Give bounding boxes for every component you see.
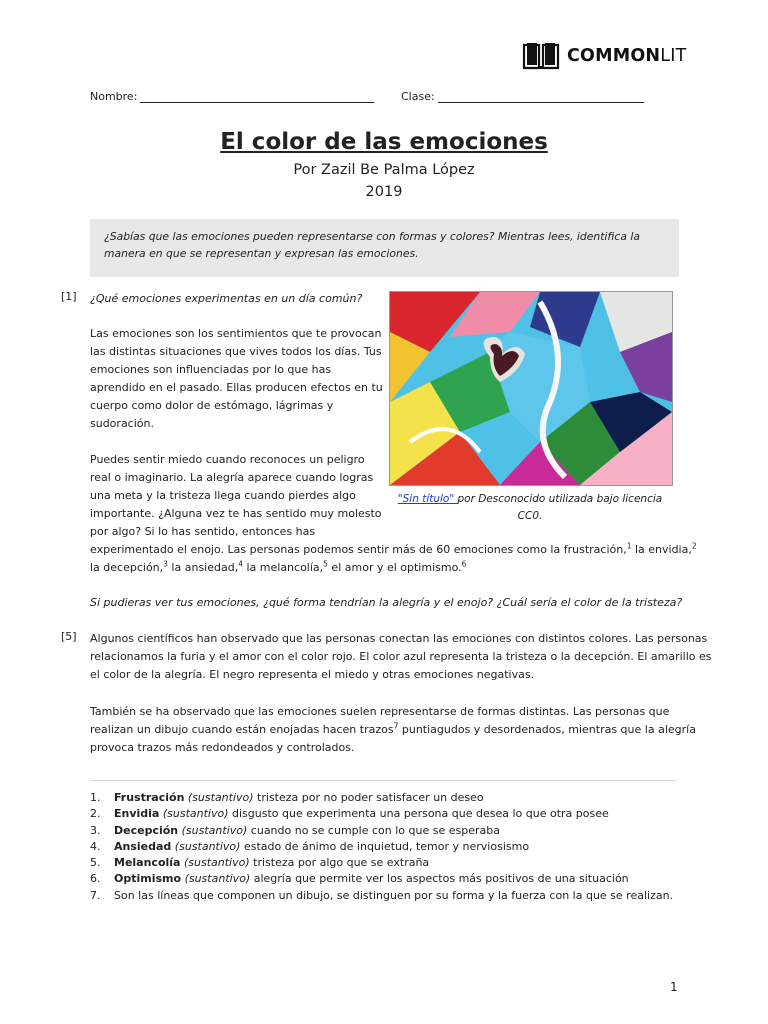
name-label: Nombre: bbox=[90, 90, 138, 103]
footnotes-divider bbox=[90, 780, 677, 781]
name-blank-line[interactable] bbox=[140, 90, 374, 103]
abstract-painting-image bbox=[389, 291, 673, 486]
publication-year: 2019 bbox=[365, 184, 403, 200]
class-label: Clase: bbox=[401, 90, 435, 103]
paragraph-marker-1: [1] bbox=[61, 290, 77, 303]
footnote-list bbox=[90, 790, 690, 904]
footnote-item: 7. Son las líneas que componen un dibujo, se distinguen por su forma y la fuerza con la que se realizan. bbox=[90, 888, 674, 902]
paragraph-6: También se ha observado que las emociones suelen representarse de formas distintas. Las personas que realizan un dibujo cuando están enojadas hacen trazos$^7$ puntiagudos y desordenados, mientras que la alegría provoca trazos más redondeados y controlados. bbox=[90, 705, 696, 754]
page-number: 1 bbox=[670, 980, 678, 994]
paragraph-marker-5: [5] bbox=[61, 630, 77, 643]
footnote-item: 6. Optimismo (sustantivo) alegría que permite ver los aspectos más positivos de una situación bbox=[90, 872, 629, 886]
paragraph-1: Las emociones son los sentimientos que te provocan las distintas situaciones que vives todos los días. Tus emociones son influenciadas por lo que has aprendido en el pasado. Ellas producen efectos en tu cuerpo como dolor de estómago, lágrimas y sudoración. bbox=[90, 327, 383, 430]
footnote-ref-1[interactable]: 1 bbox=[626, 541, 632, 551]
class-blank-line[interactable] bbox=[438, 90, 644, 103]
brand-name: COMMONLIT bbox=[567, 46, 687, 66]
opening-question: ¿Qué emociones experimentas en un día común? bbox=[90, 292, 363, 305]
paragraph-2: Puedes sentir miedo cuando reconoces un peligro real o imaginario. La alegría aparece cuando logras una meta y la tristeza llega cuando pierdes algo importante. ¿Alguna vez te has sentido muy molesto por algo? Si lo has sentido, entonces has experimentado el enojo. Las personas podemos sentir más de 60 emociones como la frustración,$^1$ la envidia,$^2$ la decepción,$^3$ la ansiedad,$^4$ la melancolía,$^5$ el amor y el optimismo.$^6$ bbox=[90, 453, 697, 574]
footnote-ref-7[interactable]: 7 bbox=[393, 721, 399, 731]
footnote-item: 2. Envidia (sustantivo) disgusto que experimenta una persona que desea lo que otra posee bbox=[90, 807, 609, 821]
footnote-item: 4. Ansiedad (sustantivo) estado de ánimo de inquietud, temor y nerviosismo bbox=[90, 839, 530, 853]
commonlit-logo bbox=[522, 41, 686, 71]
page-title: El color de las emociones bbox=[220, 129, 548, 155]
footnote-item: 3. Decepción (sustantivo) cuando no se cumple con lo que se esperaba bbox=[90, 823, 500, 837]
footnote-ref-4[interactable]: 4 bbox=[238, 559, 243, 569]
image-caption: "Sin título" por Desconocido utilizada bajo licencia CC0. bbox=[397, 493, 663, 522]
paragraph-5: Algunos científicos han observado que las personas conectan las emociones con distintos colores. Las personas relacionamos la furia y el amor con el color rojo. El color azul representa la tristeza o la decepción. El amarillo es el color de la alegría. El negro representa el miedo y otras emociones negativas. bbox=[90, 632, 712, 681]
author: Por Zazil Be Palma López bbox=[293, 162, 475, 178]
name-field[interactable] bbox=[90, 90, 374, 103]
reflection-question: Si pudieras ver tus emociones, ¿qué forma tendrían la alegría y el enojo? ¿Cuál sería el color de la tristeza? bbox=[90, 596, 683, 609]
footnote-ref-2[interactable]: 2 bbox=[691, 541, 697, 551]
class-field[interactable] bbox=[401, 90, 644, 103]
footnote-item: 1. Frustración (sustantivo) tristeza por no poder satisfacer un deseo bbox=[90, 791, 484, 804]
footnote-ref-6[interactable]: 6 bbox=[461, 559, 467, 569]
footnote-ref-3[interactable]: 3 bbox=[163, 559, 168, 569]
footnote-ref-5[interactable]: 5 bbox=[323, 559, 328, 569]
image-source-link[interactable]: "Sin título" bbox=[397, 493, 458, 505]
intro-box: ¿Sabías que las emociones pueden representarse con formas y colores? Mientras lees, identifica la manera en que se representan y expresan las emociones. bbox=[90, 219, 679, 277]
open-book-icon bbox=[522, 41, 560, 71]
footnote-item: 5. Melancolía (sustantivo) tristeza por algo que se extraña bbox=[90, 856, 430, 870]
